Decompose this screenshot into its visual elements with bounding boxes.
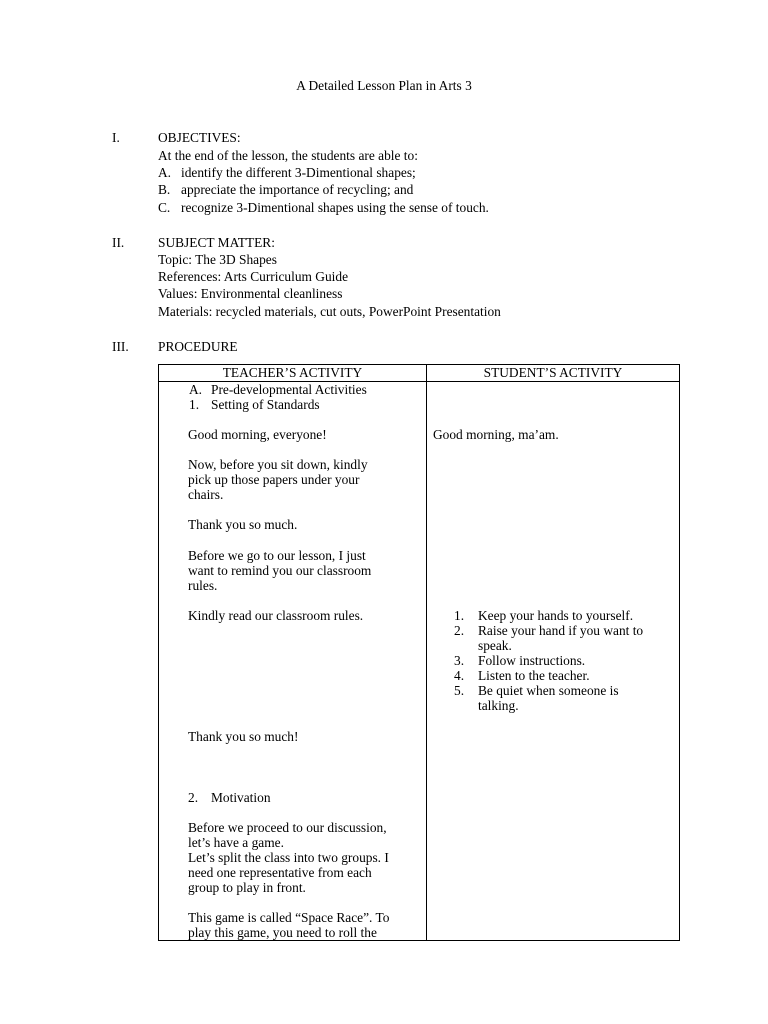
teacher-line: Now, before you sit down, kindly xyxy=(188,457,368,472)
objective-item-marker: B. xyxy=(158,182,171,197)
teacher-greeting: Good morning, everyone! xyxy=(188,427,327,442)
subject-values: Values: Environmental cleanliness xyxy=(158,286,343,301)
objective-item-marker: C. xyxy=(158,200,171,215)
rule-text: speak. xyxy=(478,638,512,653)
document-title: A Detailed Lesson Plan in Arts 3 xyxy=(296,78,472,93)
objective-item-text: identify the different 3-Dimentional shapes; xyxy=(181,165,416,180)
objectives-intro: At the end of the lesson, the students are able to: xyxy=(158,148,418,163)
subject-references: References: Arts Curriculum Guide xyxy=(158,269,349,284)
teacher-line: This game is called “Space Race”. To xyxy=(188,910,390,925)
setting-standards-heading: Setting of Standards xyxy=(211,397,320,412)
teacher-line: rules. xyxy=(188,578,218,593)
teacher-activity-cell xyxy=(159,382,427,941)
teacher-line: group to play in front. xyxy=(188,880,306,895)
teacher-line: let’s have a game. xyxy=(188,835,284,850)
teacher-line: Before we proceed to our discussion, xyxy=(188,820,387,835)
section-number-procedure: III. xyxy=(112,339,129,354)
subject-materials: Materials: recycled materials, cut outs, PowerPoint Presentation xyxy=(158,304,501,319)
rule-marker: 4. xyxy=(454,668,465,683)
objectives-heading: OBJECTIVES: xyxy=(158,130,241,145)
rule-marker: 2. xyxy=(454,623,465,638)
objective-item-text: recognize 3-Dimentional shapes using the sense of touch. xyxy=(181,200,489,215)
procedure-table xyxy=(158,364,680,941)
student-activity-cell xyxy=(427,382,680,941)
teacher-line: need one representative from each xyxy=(188,865,372,880)
teacher-line: play this game, you need to roll the xyxy=(188,925,377,940)
teacher-line: Thank you so much! xyxy=(188,729,299,744)
rule-text: Listen to the teacher. xyxy=(478,668,590,683)
rule-marker: 1. xyxy=(454,608,465,623)
list-marker: A. xyxy=(189,382,203,397)
teacher-activity-header: TEACHER’S ACTIVITY xyxy=(159,365,427,382)
rule-text: Raise your hand if you want to xyxy=(478,623,644,638)
rule-text: talking. xyxy=(478,698,519,713)
list-marker: 2. xyxy=(188,790,199,805)
teacher-line: Kindly read our classroom rules. xyxy=(188,608,364,623)
list-marker: 1. xyxy=(189,397,200,412)
teacher-line: Thank you so much. xyxy=(188,517,298,532)
teacher-line: chairs. xyxy=(188,487,224,502)
section-number-subject: II. xyxy=(112,235,125,250)
student-activity-header: STUDENT’S ACTIVITY xyxy=(427,365,680,382)
procedure-heading: PROCEDURE xyxy=(158,339,238,354)
rule-text: Be quiet when someone is xyxy=(478,683,619,698)
rule-text: Follow instructions. xyxy=(478,653,586,668)
rule-text: Keep your hands to yourself. xyxy=(478,608,634,623)
objective-item-text: appreciate the importance of recycling; and xyxy=(181,182,414,197)
section-number-objectives: I. xyxy=(112,130,120,145)
teacher-line: Before we go to our lesson, I just xyxy=(188,548,366,563)
teacher-line: Let’s split the class into two groups. I xyxy=(188,850,389,865)
pre-developmental-heading: Pre-developmental Activities xyxy=(211,382,367,397)
motivation-heading: Motivation xyxy=(211,790,271,805)
teacher-line: pick up those papers under your xyxy=(188,472,360,487)
teacher-line: want to remind you our classroom xyxy=(188,563,372,578)
student-greeting: Good morning, ma’am. xyxy=(433,427,559,442)
objective-item-marker: A. xyxy=(158,165,172,180)
rule-marker: 5. xyxy=(454,683,465,698)
subject-topic: Topic: The 3D Shapes xyxy=(158,252,277,267)
rule-marker: 3. xyxy=(454,653,465,668)
subject-heading: SUBJECT MATTER: xyxy=(158,235,275,250)
